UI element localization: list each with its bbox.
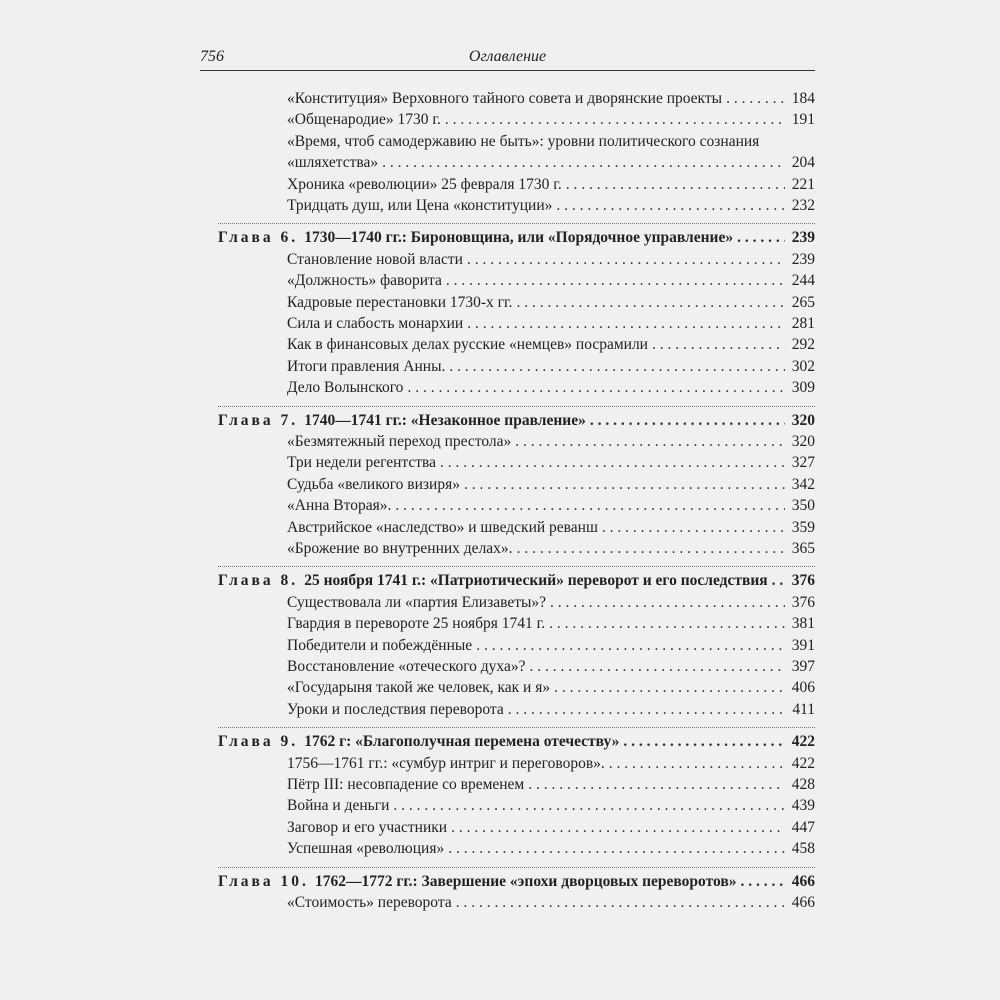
toc-entry-title: Уроки и последствия переворота <box>287 700 504 718</box>
toc-entry[interactable] <box>287 613 815 635</box>
page-ref: 232 <box>791 197 815 214</box>
toc-entry-title: Победители и побеждённые <box>287 636 473 654</box>
leader-dots <box>772 570 785 592</box>
chapter-heading[interactable] <box>218 227 815 249</box>
page-ref: 244 <box>791 272 815 290</box>
toc-entry-title: Хроника «революции» 25 февраля 1730 г. <box>287 175 562 193</box>
leader-dots <box>464 474 785 496</box>
running-header <box>200 44 815 71</box>
page-ref: 365 <box>791 540 815 557</box>
chapter-divider <box>218 727 815 728</box>
chapter-label: Глава 6. <box>218 229 299 247</box>
page-ref: 439 <box>791 797 815 815</box>
running-title: Оглавление <box>468 48 547 65</box>
toc-entry-title: «Должность» фаворита <box>287 272 442 290</box>
page-ref: 342 <box>791 475 815 493</box>
leader-dots <box>554 677 785 699</box>
toc-entry-title: «Государыня такой же человек, как и я» <box>287 679 551 697</box>
page-ref: 265 <box>791 293 815 311</box>
page-ref: 184 <box>791 90 815 107</box>
page-ref: 376 <box>791 572 815 590</box>
leader-dots <box>741 871 786 893</box>
toc-entry[interactable] <box>287 495 815 517</box>
toc-entry-title: Тридцать душ, или Цена «конституции» <box>287 197 553 214</box>
toc-entry-title: «Безмятежный переход престола» <box>287 433 512 450</box>
leader-dots <box>517 292 786 314</box>
toc-entry-title: «Время, чтоб самодержавию не быть»: уровни политического сознания <box>287 132 760 150</box>
page-ref: 391 <box>791 636 815 654</box>
leader-dots <box>566 174 785 196</box>
toc-entry-title: Заговор и его участники <box>287 818 448 836</box>
page-ref: 302 <box>791 357 815 375</box>
toc-entry[interactable] <box>287 538 815 560</box>
page-ref: 191 <box>791 111 815 129</box>
toc-entry-title: Пётр III: несовпадение со временем <box>287 776 525 793</box>
toc-entry-title: «Конституция» Верховного тайного совета и дворянские проекты <box>287 90 723 107</box>
page-ref: 466 <box>791 894 815 911</box>
page-ref: 411 <box>792 700 815 718</box>
toc-entry[interactable] <box>287 152 815 174</box>
page-ref: 376 <box>791 593 815 611</box>
page-ref: 239 <box>791 250 815 268</box>
toc-entry-title: «Брожение во внутренних делах». <box>287 540 513 557</box>
page-ref: 397 <box>791 658 815 675</box>
toc-entry[interactable] <box>287 313 815 335</box>
page-ref: 309 <box>791 379 815 397</box>
chapter-divider <box>218 406 815 407</box>
toc-entry-title: Восстановление «отеческого духа»? <box>287 658 526 675</box>
leader-dots <box>602 517 785 539</box>
toc-entry[interactable] <box>287 249 815 271</box>
page-ref: 320 <box>791 433 815 450</box>
toc-entry-title: Существовала ли «партия Елизаветы»? <box>287 593 547 611</box>
chapter-heading-title <box>218 731 619 753</box>
chapter-divider <box>218 566 815 567</box>
toc-entry-title: «Общенародие» 1730 г. <box>287 111 441 129</box>
page-ref: 327 <box>791 454 815 472</box>
chapter-heading-title <box>218 227 733 249</box>
leader-dots <box>549 613 785 635</box>
leader-dots <box>508 699 785 721</box>
chapter-heading-title <box>218 871 737 893</box>
leader-dots <box>440 452 785 474</box>
leader-dots <box>449 356 785 378</box>
toc-entry-title: Дело Волынского <box>287 379 404 397</box>
toc-entry[interactable] <box>287 892 815 914</box>
toc-entry-title: Сила и слабость монархии <box>287 315 464 332</box>
page-ref: 204 <box>791 154 815 172</box>
toc-entry-title: «Стоимость» переворота <box>287 894 452 911</box>
leader-dots <box>550 592 785 614</box>
toc-entry[interactable] <box>287 774 815 796</box>
chapter-label: Глава 8. <box>218 572 299 590</box>
chapter-heading-text: 1762 г: «Благополучная перемена отечеству» <box>304 733 620 751</box>
leader-dots <box>623 731 785 753</box>
page-ref: 422 <box>791 733 815 751</box>
page-ref: 350 <box>791 497 815 515</box>
toc-entry[interactable] <box>287 452 815 474</box>
page-ref: 406 <box>791 679 815 697</box>
toc-entry[interactable] <box>287 174 815 196</box>
toc-entry-title: Кадровые перестановки 1730-х гг. <box>287 293 513 311</box>
toc-entry[interactable] <box>287 474 815 496</box>
toc-entry-title: Становление новой власти <box>287 250 463 268</box>
chapter-heading[interactable] <box>218 731 815 753</box>
toc-entry[interactable] <box>287 377 815 399</box>
toc-entry-title: Судьба «великого визиря» <box>287 475 460 493</box>
toc-entry-title: 1756—1761 гг.: «сумбур интриг и переговоров». <box>287 754 605 772</box>
toc-entry[interactable] <box>287 656 815 678</box>
chapter-heading[interactable] <box>218 570 815 592</box>
toc-entry-title: Итоги правления Анны. <box>287 357 446 375</box>
page-ref: 221 <box>791 175 815 193</box>
chapter-divider <box>218 867 815 868</box>
toc-entry-title: Гвардия в перевороте 25 ноября 1741 г. <box>287 615 546 633</box>
toc-entry[interactable] <box>287 677 815 699</box>
leader-dots <box>446 270 785 292</box>
page-ref: 239 <box>791 229 815 247</box>
leader-dots <box>456 892 785 914</box>
leader-dots <box>609 753 785 775</box>
toc-entry-title: Война и деньги <box>287 797 390 815</box>
leader-dots <box>451 817 785 839</box>
chapter-heading-title <box>218 570 768 592</box>
leader-dots <box>407 377 785 399</box>
leader-dots <box>528 774 785 796</box>
toc-entry[interactable] <box>287 270 815 292</box>
chapter-heading[interactable] <box>218 410 815 432</box>
toc-entry[interactable] <box>287 334 815 356</box>
toc-entry[interactable] <box>287 517 815 539</box>
page-ref: 381 <box>791 615 815 633</box>
page-ref: 292 <box>791 336 815 354</box>
leader-dots <box>726 88 785 110</box>
leader-dots <box>448 838 785 860</box>
toc-entry[interactable] <box>287 753 815 775</box>
toc-entry[interactable] <box>287 592 815 614</box>
chapter-heading-text: 1762—1772 гг.: Завершение «эпохи дворцовых переворотов» <box>314 872 737 890</box>
leader-dots <box>556 195 785 217</box>
page-ref: 281 <box>791 315 815 332</box>
chapter-heading-text: 25 ноября 1741 г.: «Патриотический» переворот и его последствия <box>304 572 768 590</box>
leader-dots <box>517 538 785 560</box>
leader-dots <box>445 109 785 131</box>
leader-dots <box>395 495 785 517</box>
toc-entry-title: Австрийское «наследство» и шведский реванш <box>287 518 598 536</box>
page-ref: 428 <box>791 776 815 793</box>
toc-entry-title: Как в финансовых делах русские «немцев» посрамили <box>287 336 648 354</box>
toc-entry[interactable] <box>287 195 815 217</box>
chapter-label: Глава 9. <box>218 733 299 751</box>
chapter-heading-title <box>218 410 586 432</box>
page-ref: 447 <box>791 818 815 836</box>
chapter-label: Глава 10. <box>218 872 309 890</box>
leader-dots <box>467 313 785 335</box>
toc-entry-title: Успешная «революция» <box>287 840 445 858</box>
page-ref: 466 <box>791 872 815 890</box>
leader-dots <box>737 227 785 249</box>
leader-dots <box>590 410 785 432</box>
toc-entry[interactable] <box>287 109 815 131</box>
leader-dots <box>467 249 785 271</box>
toc-entry-title: «шляхетства» <box>287 154 379 172</box>
leader-dots <box>652 334 785 356</box>
page-ref: 320 <box>791 411 815 429</box>
chapter-heading[interactable] <box>218 871 815 893</box>
toc-entry[interactable] <box>287 431 815 453</box>
page-ref: 458 <box>791 840 815 858</box>
chapter-heading-text: 1740—1741 гг.: «Незаконное правление» <box>304 411 586 429</box>
leader-dots <box>515 431 785 453</box>
toc-entry[interactable] <box>287 699 815 721</box>
toc-entry[interactable] <box>287 292 815 314</box>
chapter-heading-text: 1730—1740 гг.: Бироновщина, или «Порядочное управление» <box>304 229 734 247</box>
toc-entry[interactable] <box>287 817 815 839</box>
page-ref: 422 <box>791 754 815 772</box>
toc-entry[interactable] <box>287 838 815 860</box>
leader-dots <box>382 152 785 174</box>
toc-entry[interactable] <box>287 88 815 110</box>
toc-entry-title: «Анна Вторая». <box>287 497 392 515</box>
toc-entry[interactable] <box>287 795 815 817</box>
toc-entry[interactable] <box>287 131 815 153</box>
leader-dots <box>476 635 785 657</box>
page-ref: 359 <box>791 518 815 536</box>
chapter-divider <box>218 223 815 224</box>
leader-dots <box>393 795 785 817</box>
toc-entry-title: Три недели регентства <box>287 454 437 472</box>
leader-dots <box>529 656 785 678</box>
toc-entry[interactable] <box>287 635 815 657</box>
page-number: 756 <box>200 48 224 65</box>
chapter-label: Глава 7. <box>218 411 299 429</box>
toc-entry[interactable] <box>287 356 815 378</box>
